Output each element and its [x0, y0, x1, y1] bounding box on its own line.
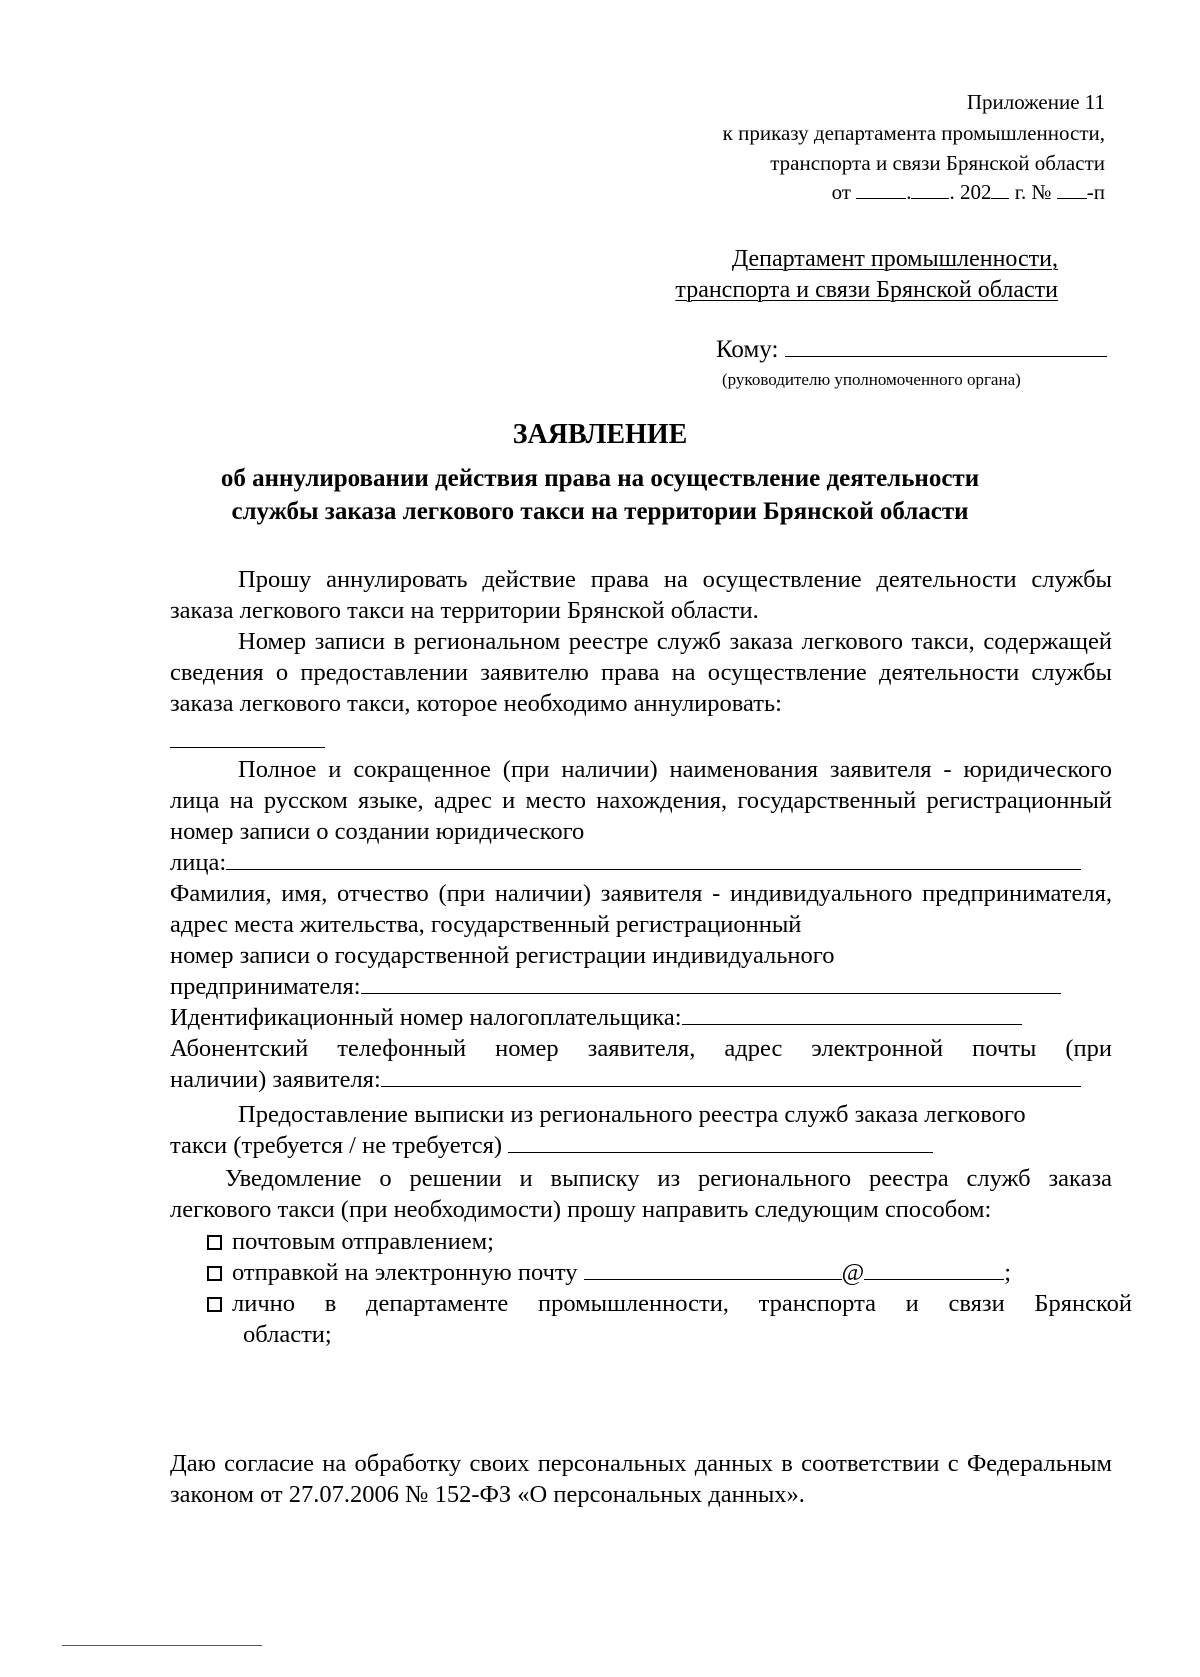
footer-divider [62, 1645, 262, 1646]
entrepreneur-label: предпринимателя: [170, 973, 361, 1000]
date-number-label: г. № [1014, 180, 1052, 204]
option-personal[interactable] [207, 1288, 1132, 1319]
document-subtitle-line2: службы заказа легкового такси на территории Брянской области [231, 498, 969, 525]
option-personal-line2: области; [243, 1321, 332, 1348]
date-year-prefix: . 202 [949, 180, 992, 204]
consent-paragraph: Даю согласие на обработку своих персональных данных в соответствии с Федеральным законом от 27.07.2006 № 152-ФЗ «О персональных данных». [170, 1450, 1112, 1508]
inn-blank[interactable] [682, 1024, 1022, 1025]
checkbox-post[interactable] [207, 1235, 222, 1250]
email-at-sign: @ [841, 1259, 865, 1286]
order-number-suffix: -п [1086, 180, 1105, 204]
inn-line [170, 1002, 1022, 1033]
order-reference-line2: транспорта и связи Брянской области [770, 151, 1105, 175]
department-name-line2: транспорта и связи Брянской области [675, 277, 1058, 303]
option-post-label: почтовым отправлением; [232, 1228, 494, 1255]
document-title: ЗАЯВЛЕНИЕ [512, 419, 688, 450]
addressee-hint: (руководителю уполномоченного органа) [722, 370, 1021, 389]
date-month-blank[interactable] [911, 197, 949, 199]
entrepreneur-line [170, 971, 1061, 1002]
entrepreneur-blank[interactable] [361, 993, 1061, 994]
option-email[interactable] [207, 1257, 1011, 1288]
addressee-line [716, 334, 1107, 365]
option-personal-label: лично в департаменте промышленности, транспорта и связи Брянской [232, 1290, 1132, 1317]
phone-blank[interactable] [381, 1086, 1081, 1087]
date-day-blank[interactable] [856, 197, 906, 199]
email-user-blank[interactable] [584, 1279, 842, 1280]
to-label: Кому: [716, 336, 779, 363]
extract-line [170, 1130, 933, 1161]
legal-entity-paragraph: Полное и сокращенное (при наличии) наименования заявителя - юридического лица на русском языке, адрес и место нахождения, государственный регистрационный номер записи о создании юридического [170, 756, 1112, 845]
extract-blank[interactable] [508, 1152, 933, 1153]
legal-entity-blank[interactable] [226, 869, 1081, 870]
registry-number-paragraph: Номер записи в региональном реестре служб заказа легкового такси, содержащей сведения о предоставлении заявителю права на осуществление деятельности службы заказа легкового такси, которое необходимо аннулировать: [170, 628, 1112, 717]
order-reference-line1: к приказу департамента промышленности, [722, 121, 1105, 145]
legal-entity-label: лица: [170, 849, 227, 876]
phone-paragraph: Абонентский телефонный номер заявителя, адрес электронной почты (при [170, 1035, 1112, 1062]
notify-paragraph: Уведомление о решении и выписку из регионального реестра служб заказа легкового такси (при необходимости) прошу направить следующим способом: [170, 1165, 1112, 1223]
phone-label: наличии) заявителя: [170, 1066, 381, 1093]
document-subtitle-line1: об аннулировании действия права на осуществление деятельности [220, 465, 980, 492]
date-prefix: от [831, 180, 851, 204]
legal-entity-line [170, 847, 1081, 878]
email-domain-blank[interactable] [864, 1279, 1004, 1280]
entrepreneur-line3: номер записи о государственной регистрации индивидуального [170, 942, 835, 969]
inn-label: Идентификационный номер налогоплательщика: [170, 1004, 682, 1031]
registry-number-blank[interactable] [170, 747, 325, 748]
order-date-line: от . . 202 г. № -п [831, 180, 1105, 204]
entrepreneur-paragraph: Фамилия, имя, отчество (при наличии) заявителя - индивидуального предпринимателя, адрес места жительства, государственный регистрационный [170, 880, 1112, 938]
date-year-blank[interactable] [991, 197, 1009, 199]
extract-paragraph: Предоставление выписки из регионального реестра служб заказа легкового [238, 1101, 1026, 1128]
checkbox-personal[interactable] [207, 1297, 222, 1312]
request-paragraph: Прошу аннулировать действие права на осуществление деятельности службы заказа легкового такси на территории Брянской области. [170, 566, 1112, 624]
checkbox-email[interactable] [207, 1266, 222, 1281]
department-name-line1: Департамент промышленности, [731, 246, 1058, 272]
option-post[interactable] [207, 1226, 494, 1257]
addressee-blank[interactable] [785, 356, 1107, 357]
order-number-blank[interactable] [1057, 197, 1087, 199]
email-end: ; [1004, 1259, 1012, 1286]
appendix-number: Приложение 11 [966, 90, 1105, 114]
option-email-label: отправкой на электронную почту [232, 1259, 578, 1286]
extract-label: такси (требуется / не требуется) [170, 1132, 502, 1159]
phone-line [170, 1064, 1081, 1095]
